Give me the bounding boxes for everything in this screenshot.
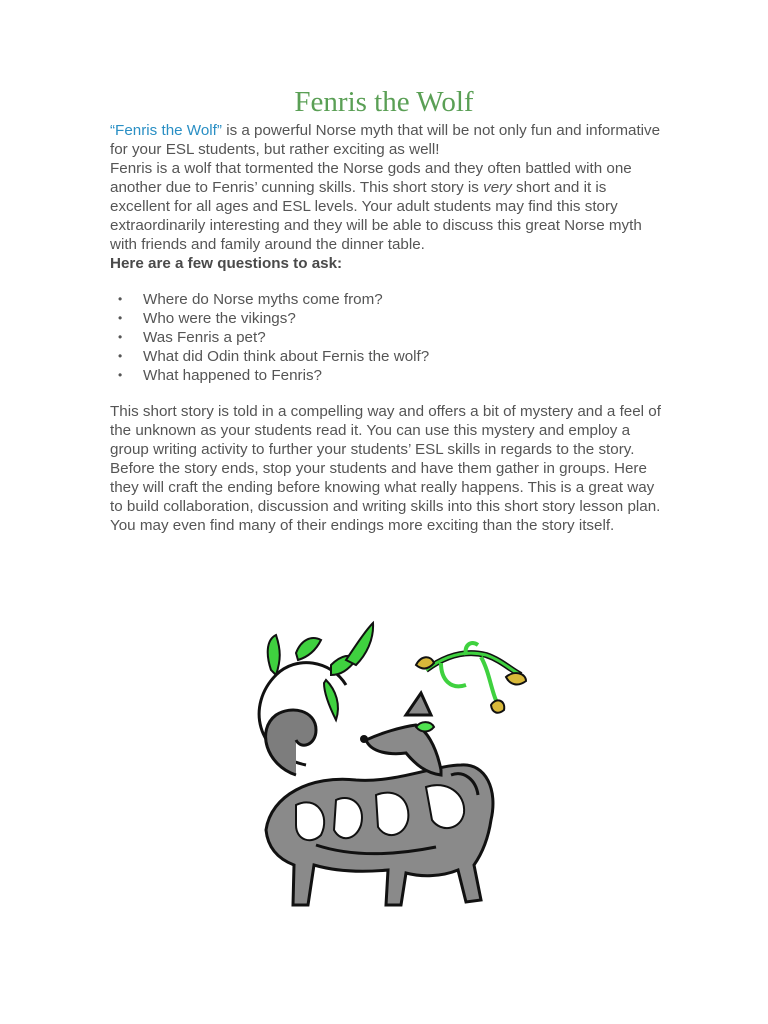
bullet-icon: •: [118, 292, 123, 306]
question-text: Was Fenris a pet?: [143, 329, 266, 346]
questions-heading: Here are a few questions to ask:: [110, 255, 343, 272]
page-title: Fenris the Wolf: [294, 86, 474, 118]
bullet-icon: •: [118, 330, 123, 344]
ending-paragraph: Before the story ends, stop your students and have them gather in groups. Here they will craft the ending before knowing what really happens. This is a great way to build collaboration, discussion and writing skills into this short story lesson plan. You may even find many of their endings more exciting than the story itself.: [110, 460, 661, 534]
story-link[interactable]: “Fenris the Wolf”: [110, 122, 222, 139]
article-body: [110, 121, 662, 535]
list-item: [110, 328, 662, 347]
bullet-icon: •: [118, 311, 123, 325]
list-item: [110, 347, 662, 366]
description-text-a: Fenris is a wolf that tormented the Norse gods and they often battled with one another due to Fenris’ cunning skills. This short story is: [110, 160, 632, 196]
intro-paragraph: [110, 121, 662, 159]
bullet-icon: •: [118, 368, 123, 382]
question-text: Where do Norse myths come from?: [143, 291, 383, 308]
activity-paragraph: This short story is told in a compelling way and offers a bit of mystery and a feel of the unknown as your students read it. You can use this mystery and employ a group writing activity to further your students’ ESL skills in regards to the story.: [110, 403, 661, 458]
question-text: What happened to Fenris?: [143, 367, 322, 384]
list-item: [110, 309, 662, 328]
wolf-icon: [236, 615, 536, 925]
emphasis-text: very: [483, 179, 512, 196]
list-item: [110, 366, 662, 385]
description-paragraph: [110, 159, 662, 254]
question-text: Who were the vikings?: [143, 310, 296, 327]
description-text-b: short and it is excellent for all ages and ESL levels. Your adult students may find this story extraordinarily interesting and they will be able to discuss this great Norse myth with friends and family around the dinner table.: [110, 179, 642, 253]
question-text: What did Odin think about Fernis the wolf?: [143, 348, 430, 365]
intro-text: is a powerful Norse myth that will be not only fun and informative for your ESL students, but rather exciting as well!: [110, 122, 661, 158]
bullet-icon: •: [118, 349, 123, 363]
wolf-illustration: [236, 615, 536, 930]
list-item: [110, 290, 662, 309]
questions-list: [110, 290, 662, 385]
